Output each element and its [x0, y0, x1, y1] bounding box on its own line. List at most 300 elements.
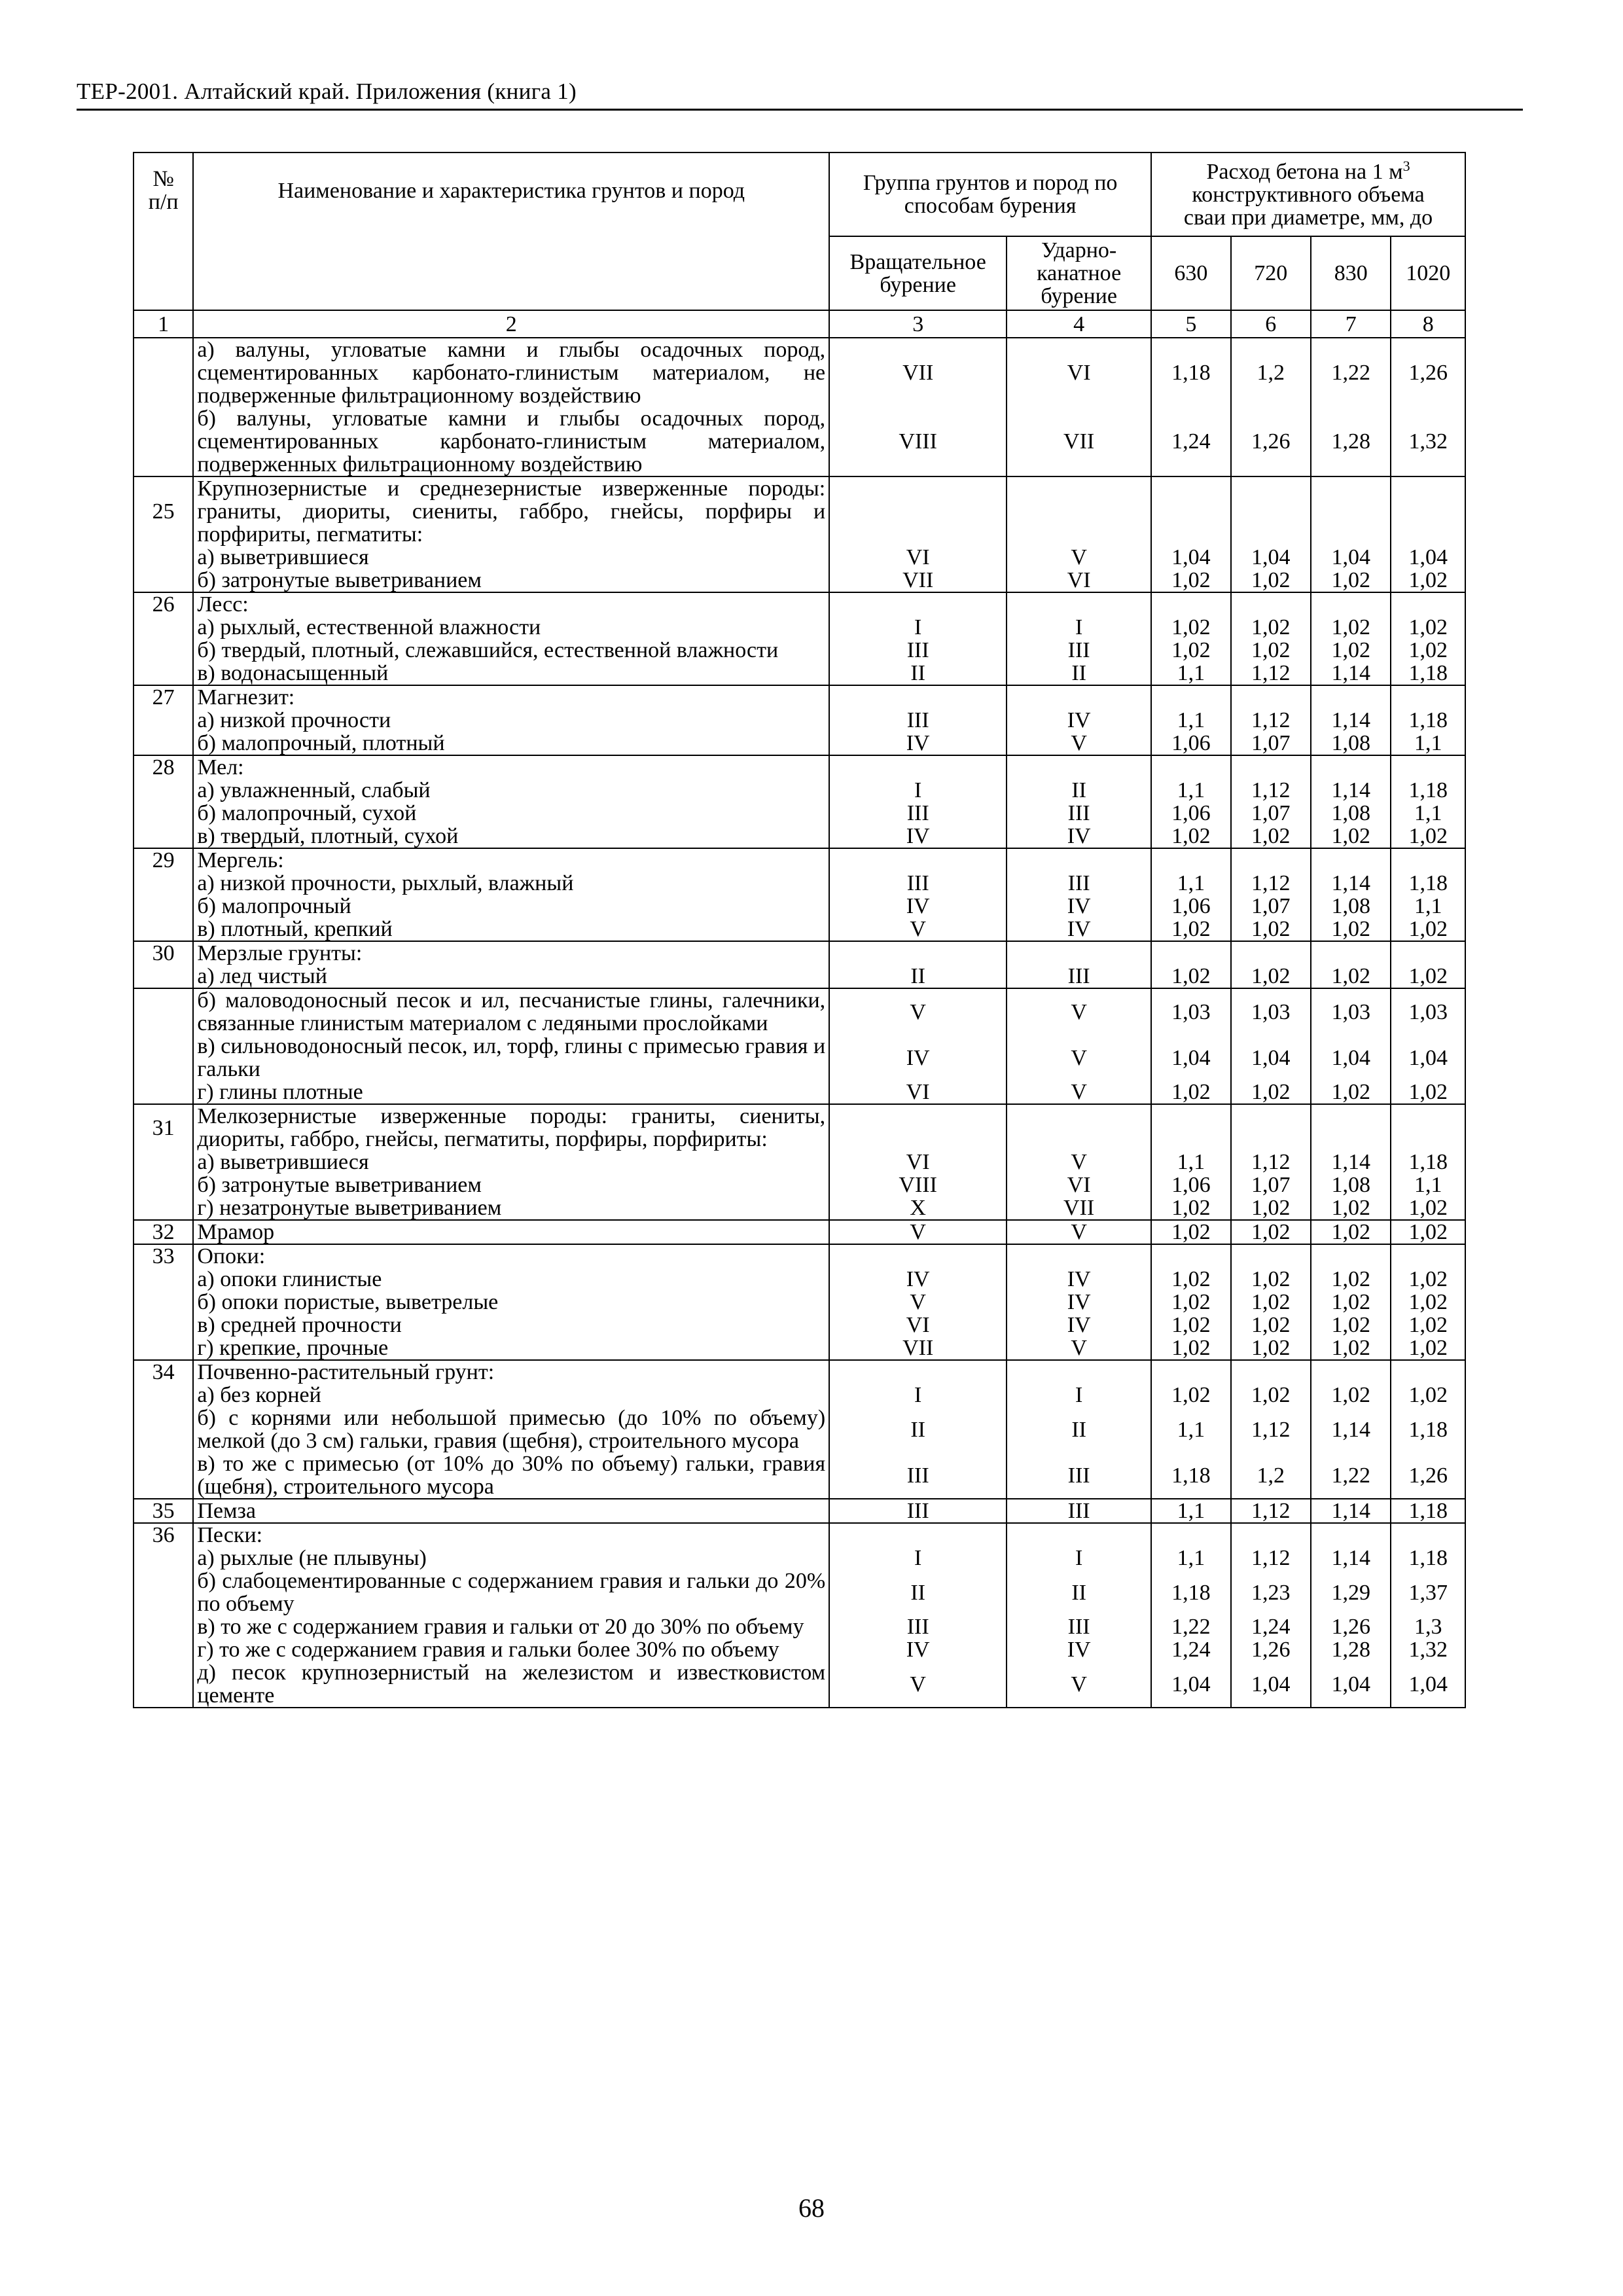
row-value-720: 1,02	[1231, 965, 1311, 988]
row-name: в) сильноводоносный песок, ил, торф, глины с примесью гравия и гальки	[193, 1035, 829, 1081]
row-value-830: 1,02	[1311, 1268, 1391, 1291]
row-name: а) валуны, угловатые камни и глыбы осадочных пород, сцементированных карбонато-глинистым материалом, не подверженные фильтрационному воздействию	[193, 338, 829, 407]
row-group-cable: III	[1007, 1615, 1151, 1638]
row-group-rotary: III	[829, 872, 1007, 895]
row-name: а) выветрившиеся	[193, 1151, 829, 1174]
row-name: Мергель:	[193, 848, 829, 872]
row-group-cable: VII	[1007, 407, 1151, 476]
table-body	[134, 338, 1465, 1708]
row-name: в) твердый, плотный, сухой	[193, 825, 829, 848]
table-row	[134, 639, 1465, 662]
row-value-720: 1,02	[1231, 1384, 1311, 1407]
row-name: Пески:	[193, 1523, 829, 1547]
row-value-630	[1151, 1244, 1230, 1268]
row-group-cable: III	[1007, 802, 1151, 825]
row-value-1020	[1391, 1104, 1465, 1151]
table-row	[134, 1407, 1465, 1452]
row-value-720: 1,02	[1231, 1220, 1311, 1244]
row-value-1020: 1,02	[1391, 639, 1465, 662]
row-number	[134, 1661, 193, 1708]
row-value-830: 1,02	[1311, 1220, 1391, 1244]
row-value-1020: 1,26	[1391, 1452, 1465, 1499]
col-header-cable: Ударно- канатное бурение	[1007, 236, 1151, 310]
row-value-720: 1,02	[1231, 616, 1311, 639]
row-value-830: 1,08	[1311, 1174, 1391, 1196]
row-value-830: 1,28	[1311, 1638, 1391, 1661]
row-value-830: 1,04	[1311, 1661, 1391, 1708]
row-group-rotary: V	[829, 988, 1007, 1035]
row-value-720: 1,02	[1231, 1196, 1311, 1220]
row-value-830: 1,02	[1311, 1081, 1391, 1104]
row-name: б) маловодоносный песок и ил, песчанистые глины, галечники, связанные глинистым материалом с ледяными прослойками	[193, 988, 829, 1035]
row-group-cable	[1007, 1523, 1151, 1547]
row-value-720: 1,02	[1231, 1291, 1311, 1314]
row-number	[134, 1384, 193, 1407]
row-number	[134, 988, 193, 1035]
row-value-720: 1,07	[1231, 732, 1311, 755]
row-group-rotary: IV	[829, 1638, 1007, 1661]
row-group-cable: I	[1007, 1547, 1151, 1570]
row-value-830: 1,22	[1311, 1452, 1391, 1499]
row-group-cable: I	[1007, 616, 1151, 639]
table-row	[134, 1638, 1465, 1661]
row-value-720	[1231, 592, 1311, 616]
row-value-1020: 1,18	[1391, 662, 1465, 685]
row-value-830: 1,02	[1311, 965, 1391, 988]
row-value-630	[1151, 848, 1230, 872]
row-value-1020	[1391, 1244, 1465, 1268]
row-value-630: 1,22	[1151, 1615, 1230, 1638]
row-value-1020: 1,02	[1391, 569, 1465, 592]
row-group-cable	[1007, 1244, 1151, 1268]
table-row	[134, 1151, 1465, 1174]
row-value-720	[1231, 1104, 1311, 1151]
row-group-cable: IV	[1007, 895, 1151, 918]
row-value-830: 1,04	[1311, 546, 1391, 569]
row-number	[134, 616, 193, 639]
row-value-720: 1,02	[1231, 1314, 1311, 1336]
row-number	[134, 546, 193, 569]
row-group-cable: IV	[1007, 1638, 1151, 1661]
row-value-630: 1,02	[1151, 965, 1230, 988]
row-number	[134, 1314, 193, 1336]
row-number	[134, 918, 193, 941]
row-number	[134, 1035, 193, 1081]
row-name: Мерзлые грунты:	[193, 941, 829, 965]
row-number	[134, 802, 193, 825]
row-group-cable: III	[1007, 1499, 1151, 1523]
table-row	[134, 1314, 1465, 1336]
row-name: Мрамор	[193, 1220, 829, 1244]
row-number	[134, 1638, 193, 1661]
row-group-cable	[1007, 941, 1151, 965]
row-value-830: 1,14	[1311, 872, 1391, 895]
row-value-830	[1311, 592, 1391, 616]
table-row	[134, 918, 1465, 941]
row-group-cable: IV	[1007, 825, 1151, 848]
row-group-cable: III	[1007, 1452, 1151, 1499]
row-value-830: 1,14	[1311, 1499, 1391, 1523]
col-header-group: Группа грунтов и пород по способам бурения	[829, 152, 1151, 236]
table-row	[134, 779, 1465, 802]
row-name: г) незатронутые выветриванием	[193, 1196, 829, 1220]
row-group-rotary	[829, 592, 1007, 616]
table-row	[134, 616, 1465, 639]
table-row	[134, 407, 1465, 476]
row-value-830	[1311, 1523, 1391, 1547]
row-value-630: 1,02	[1151, 1196, 1230, 1220]
row-group-cable	[1007, 1360, 1151, 1384]
running-header: ТЕР-2001. Алтайский край. Приложения (книга 1)	[77, 77, 1523, 111]
row-value-630: 1,02	[1151, 1384, 1230, 1407]
row-group-rotary	[829, 848, 1007, 872]
row-value-1020: 1,18	[1391, 1547, 1465, 1570]
row-value-720	[1231, 476, 1311, 546]
row-value-630	[1151, 755, 1230, 779]
row-name: в) плотный, крепкий	[193, 918, 829, 941]
row-value-630	[1151, 685, 1230, 709]
row-group-rotary: III	[829, 802, 1007, 825]
row-group-rotary: III	[829, 1615, 1007, 1638]
row-value-1020: 1,02	[1391, 1081, 1465, 1104]
row-group-rotary: II	[829, 1407, 1007, 1452]
row-name: б) валуны, угловатые камни и глыбы осадочных пород, сцементированных карбонато-глинистым материалом, подверженных фильтрационному воздействию	[193, 407, 829, 476]
row-value-1020: 1,32	[1391, 407, 1465, 476]
row-value-630: 1,06	[1151, 802, 1230, 825]
row-value-720: 1,12	[1231, 662, 1311, 685]
row-value-830	[1311, 1104, 1391, 1151]
row-value-1020	[1391, 848, 1465, 872]
row-value-1020: 1,37	[1391, 1570, 1465, 1615]
row-name: б) слабоцементированные с содержанием гравия и гальки до 20% по объему	[193, 1570, 829, 1615]
row-number	[134, 338, 193, 407]
row-group-rotary	[829, 476, 1007, 546]
row-group-rotary	[829, 1244, 1007, 1268]
soil-table	[133, 152, 1466, 1708]
row-name: а) опоки глинистые	[193, 1268, 829, 1291]
page-number: 68	[798, 2193, 825, 2223]
row-value-830: 1,14	[1311, 1151, 1391, 1174]
row-value-720: 1,12	[1231, 1407, 1311, 1452]
row-value-830: 1,14	[1311, 662, 1391, 685]
row-name: Магнезит:	[193, 685, 829, 709]
row-group-rotary: VIII	[829, 1174, 1007, 1196]
table-row	[134, 1452, 1465, 1499]
row-value-830: 1,04	[1311, 1035, 1391, 1081]
row-name: Опоки:	[193, 1244, 829, 1268]
row-value-1020: 1,02	[1391, 1291, 1465, 1314]
row-value-720: 1,02	[1231, 1336, 1311, 1360]
row-number	[134, 1151, 193, 1174]
row-group-rotary: IV	[829, 1268, 1007, 1291]
row-value-1020	[1391, 592, 1465, 616]
row-value-830: 1,14	[1311, 1547, 1391, 1570]
row-value-830: 1,02	[1311, 1314, 1391, 1336]
row-number	[134, 825, 193, 848]
row-name: а) рыхлый, естественной влажности	[193, 616, 829, 639]
row-value-830	[1311, 685, 1391, 709]
table-row	[134, 1336, 1465, 1360]
col-header-d830: 830	[1311, 236, 1391, 310]
table-row	[134, 1523, 1465, 1547]
table-row	[134, 476, 1465, 546]
row-value-1020: 1,1	[1391, 732, 1465, 755]
row-value-720	[1231, 685, 1311, 709]
row-group-cable: VII	[1007, 1196, 1151, 1220]
row-value-630: 1,06	[1151, 895, 1230, 918]
row-group-rotary: VII	[829, 569, 1007, 592]
row-name: д) песок крупнозернистый на железистом и известковистом цементе	[193, 1661, 829, 1708]
row-value-720	[1231, 848, 1311, 872]
row-value-630: 1,06	[1151, 1174, 1230, 1196]
row-group-rotary	[829, 941, 1007, 965]
row-name: б) малопрочный, плотный	[193, 732, 829, 755]
row-group-cable: V	[1007, 1151, 1151, 1174]
row-group-cable: V	[1007, 1336, 1151, 1360]
row-name: в) средней прочности	[193, 1314, 829, 1336]
row-group-rotary: III	[829, 1452, 1007, 1499]
row-name: Пемза	[193, 1499, 829, 1523]
row-value-830: 1,02	[1311, 639, 1391, 662]
row-name: а) без корней	[193, 1384, 829, 1407]
row-value-630: 1,1	[1151, 872, 1230, 895]
table-row	[134, 1104, 1465, 1151]
row-group-rotary: VII	[829, 338, 1007, 407]
row-group-cable	[1007, 755, 1151, 779]
row-group-cable: IV	[1007, 709, 1151, 732]
row-number	[134, 1081, 193, 1104]
table-row	[134, 732, 1465, 755]
row-value-1020	[1391, 685, 1465, 709]
row-value-630: 1,04	[1151, 546, 1230, 569]
row-value-720: 1,02	[1231, 569, 1311, 592]
row-number: 26	[134, 592, 193, 616]
row-group-cable: IV	[1007, 1291, 1151, 1314]
row-value-720: 1,02	[1231, 1268, 1311, 1291]
row-value-630	[1151, 1104, 1230, 1151]
row-number	[134, 1452, 193, 1499]
row-value-630: 1,04	[1151, 1661, 1230, 1708]
row-value-720: 1,12	[1231, 1499, 1311, 1523]
row-name: б) с корнями или небольшой примесью (до 10% по объему) мелкой (до 3 см) гальки, гравия (щебня), строительного мусора	[193, 1407, 829, 1452]
row-value-830: 1,02	[1311, 616, 1391, 639]
row-value-1020: 1,18	[1391, 1151, 1465, 1174]
row-value-1020: 1,18	[1391, 1499, 1465, 1523]
row-value-1020: 1,02	[1391, 1268, 1465, 1291]
row-group-rotary	[829, 755, 1007, 779]
row-value-630: 1,1	[1151, 1151, 1230, 1174]
row-value-630: 1,02	[1151, 1336, 1230, 1360]
row-value-1020: 1,1	[1391, 1174, 1465, 1196]
row-value-630: 1,24	[1151, 1638, 1230, 1661]
row-group-cable: II	[1007, 662, 1151, 685]
row-value-1020: 1,18	[1391, 709, 1465, 732]
row-group-rotary	[829, 1360, 1007, 1384]
row-name: а) лед чистый	[193, 965, 829, 988]
row-group-cable	[1007, 848, 1151, 872]
col-header-d630: 630	[1151, 236, 1230, 310]
table-row	[134, 895, 1465, 918]
row-value-720	[1231, 755, 1311, 779]
row-value-830: 1,02	[1311, 569, 1391, 592]
row-value-1020: 1,02	[1391, 1196, 1465, 1220]
row-value-630: 1,06	[1151, 732, 1230, 755]
row-number	[134, 1570, 193, 1615]
row-number	[134, 779, 193, 802]
row-number	[134, 569, 193, 592]
row-value-1020: 1,02	[1391, 1384, 1465, 1407]
row-value-830: 1,14	[1311, 779, 1391, 802]
row-group-rotary: VI	[829, 1151, 1007, 1174]
row-group-cable: III	[1007, 639, 1151, 662]
table-row	[134, 1499, 1465, 1523]
row-value-1020: 1,04	[1391, 546, 1465, 569]
table-row	[134, 1547, 1465, 1570]
row-number	[134, 1174, 193, 1196]
row-value-630	[1151, 476, 1230, 546]
table-row	[134, 1661, 1465, 1708]
row-number	[134, 1407, 193, 1452]
row-group-rotary: I	[829, 616, 1007, 639]
row-group-cable: VI	[1007, 1174, 1151, 1196]
row-value-830: 1,02	[1311, 1196, 1391, 1220]
row-group-cable: V	[1007, 546, 1151, 569]
row-name: б) опоки пористые, выветрелые	[193, 1291, 829, 1314]
row-value-630: 1,18	[1151, 1570, 1230, 1615]
row-value-1020: 1,02	[1391, 1220, 1465, 1244]
row-group-cable: II	[1007, 779, 1151, 802]
row-group-rotary: III	[829, 709, 1007, 732]
row-value-830	[1311, 1244, 1391, 1268]
row-value-720: 1,24	[1231, 1615, 1311, 1638]
col-header-rotary: Вращательное бурение	[829, 236, 1007, 310]
row-group-rotary: II	[829, 965, 1007, 988]
row-group-rotary: VI	[829, 546, 1007, 569]
column-index-row: 1 2 3 4 5 6 7 8	[134, 310, 1465, 338]
table-row	[134, 1360, 1465, 1384]
row-value-720: 1,23	[1231, 1570, 1311, 1615]
row-number	[134, 407, 193, 476]
row-value-720: 1,12	[1231, 1547, 1311, 1570]
row-number: 35	[134, 1499, 193, 1523]
row-value-1020: 1,18	[1391, 872, 1465, 895]
row-name: б) затронутые выветриванием	[193, 1174, 829, 1196]
table-row	[134, 338, 1465, 407]
row-value-720: 1,04	[1231, 1661, 1311, 1708]
row-number	[134, 639, 193, 662]
row-value-720: 1,02	[1231, 825, 1311, 848]
row-value-720	[1231, 1523, 1311, 1547]
row-group-rotary: V	[829, 918, 1007, 941]
row-name: г) крепкие, прочные	[193, 1336, 829, 1360]
row-number: 32	[134, 1220, 193, 1244]
row-value-630: 1,1	[1151, 1547, 1230, 1570]
table-row	[134, 592, 1465, 616]
row-value-1020: 1,1	[1391, 802, 1465, 825]
row-group-cable: VI	[1007, 338, 1151, 407]
row-number: 25	[134, 476, 193, 546]
row-group-rotary: VI	[829, 1314, 1007, 1336]
table-row	[134, 1570, 1465, 1615]
row-group-cable: V	[1007, 1035, 1151, 1081]
row-number: 31	[134, 1104, 193, 1151]
row-group-rotary: IV	[829, 895, 1007, 918]
row-number	[134, 1615, 193, 1638]
table-row	[134, 965, 1465, 988]
row-value-630: 1,02	[1151, 1291, 1230, 1314]
row-value-720: 1,07	[1231, 1174, 1311, 1196]
row-group-cable: V	[1007, 1081, 1151, 1104]
row-number	[134, 1547, 193, 1570]
col-header-name: Наименование и характеристика грунтов и пород	[193, 152, 829, 310]
table-row	[134, 1268, 1465, 1291]
row-value-630: 1,1	[1151, 1499, 1230, 1523]
row-group-cable: VI	[1007, 569, 1151, 592]
row-group-rotary: V	[829, 1220, 1007, 1244]
row-value-1020	[1391, 1523, 1465, 1547]
table-row	[134, 685, 1465, 709]
row-number: 27	[134, 685, 193, 709]
row-value-830: 1,02	[1311, 1291, 1391, 1314]
row-value-830: 1,28	[1311, 407, 1391, 476]
row-name: а) низкой прочности	[193, 709, 829, 732]
row-name: г) то же с содержанием гравия и гальки более 30% по объему	[193, 1638, 829, 1661]
row-group-cable	[1007, 685, 1151, 709]
row-group-rotary: III	[829, 1499, 1007, 1523]
table-row	[134, 988, 1465, 1035]
row-group-rotary: IV	[829, 732, 1007, 755]
row-number	[134, 1268, 193, 1291]
row-value-720: 1,12	[1231, 779, 1311, 802]
row-value-1020	[1391, 755, 1465, 779]
row-group-rotary: III	[829, 639, 1007, 662]
table-row	[134, 1196, 1465, 1220]
col-header-number: № п/п	[134, 152, 193, 310]
row-value-630: 1,02	[1151, 1081, 1230, 1104]
row-group-cable: V	[1007, 988, 1151, 1035]
row-value-830	[1311, 755, 1391, 779]
table-row	[134, 1384, 1465, 1407]
row-name: Крупнозернистые и среднезернистые изверженные породы: граниты, диориты, сиениты, габбро, гнейсы, порфиры и порфириты, пегматиты:	[193, 476, 829, 546]
row-name: б) затронутые выветриванием	[193, 569, 829, 592]
table-row	[134, 662, 1465, 685]
row-value-630: 1,02	[1151, 825, 1230, 848]
row-group-rotary: VI	[829, 1081, 1007, 1104]
row-value-630	[1151, 1360, 1230, 1384]
row-value-1020: 1,02	[1391, 825, 1465, 848]
row-value-830	[1311, 1360, 1391, 1384]
row-group-cable: I	[1007, 1384, 1151, 1407]
row-name: а) рыхлые (не плывуны)	[193, 1547, 829, 1570]
row-value-720: 1,04	[1231, 546, 1311, 569]
row-group-rotary	[829, 1104, 1007, 1151]
row-group-cable: IV	[1007, 1268, 1151, 1291]
row-value-830: 1,03	[1311, 988, 1391, 1035]
row-name: а) выветрившиеся	[193, 546, 829, 569]
table-row	[134, 709, 1465, 732]
row-value-1020: 1,18	[1391, 779, 1465, 802]
row-value-630: 1,02	[1151, 616, 1230, 639]
row-value-830: 1,02	[1311, 825, 1391, 848]
row-value-720: 1,02	[1231, 1081, 1311, 1104]
table-row	[134, 1174, 1465, 1196]
row-value-630: 1,02	[1151, 1268, 1230, 1291]
row-value-720	[1231, 941, 1311, 965]
row-value-830	[1311, 848, 1391, 872]
row-name: г) глины плотные	[193, 1081, 829, 1104]
table-row	[134, 1244, 1465, 1268]
row-value-1020: 1,02	[1391, 918, 1465, 941]
